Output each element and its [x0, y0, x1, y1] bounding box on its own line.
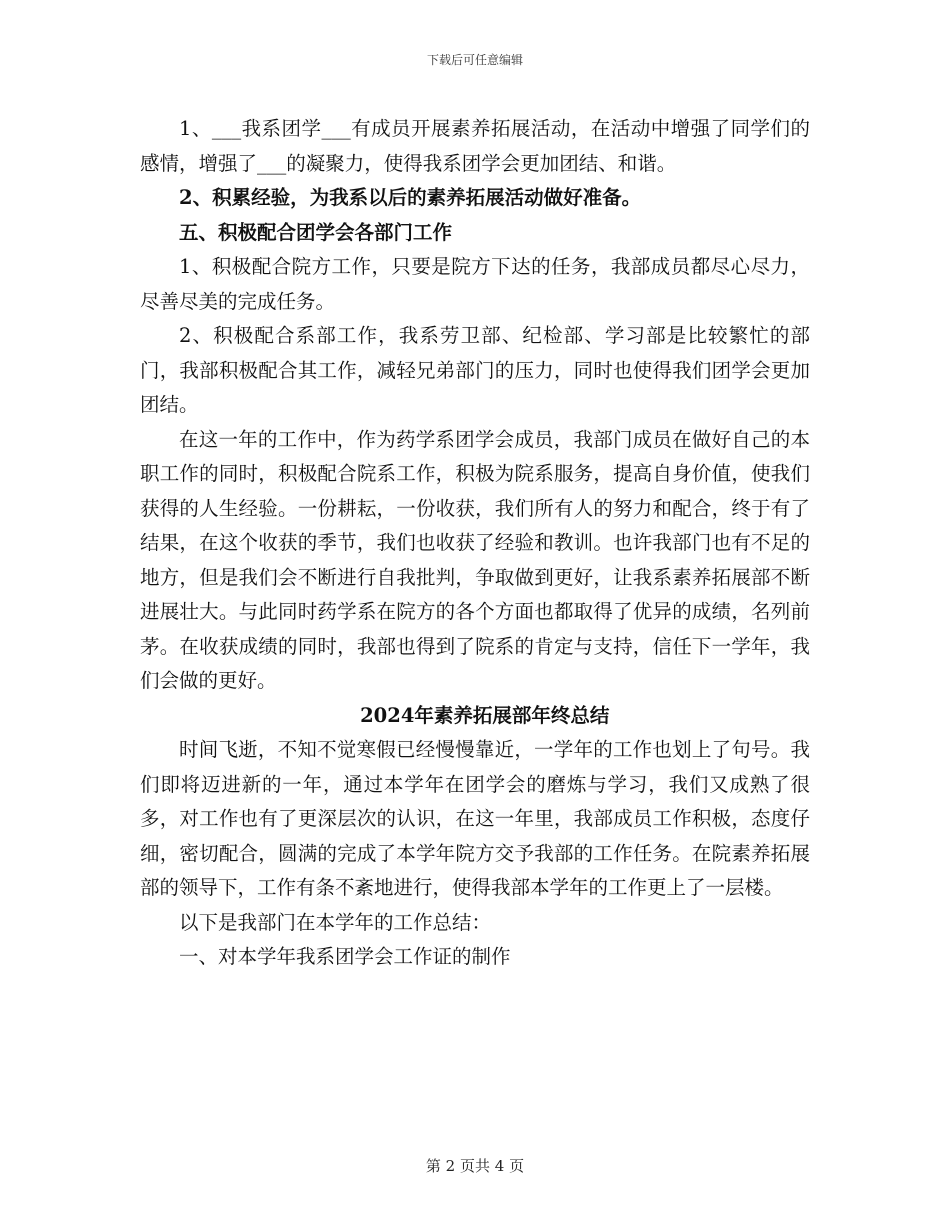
bold-paragraph: 2、积累经验，为我系以后的素养拓展活动做好准备。	[179, 186, 642, 209]
document-title: 2024年素养拓展部年终总结	[360, 703, 610, 727]
paragraph: 以下是我部门在本学年的工作总结：	[179, 910, 492, 934]
paragraph: 1、积极配合院方工作，只要是院方下达的任务，我部成员都尽心尽力，尽善尽美的完成任务。	[140, 255, 810, 313]
section-heading: 五、积极配合团学会各部门工作	[179, 220, 453, 244]
document-body	[140, 112, 810, 975]
paragraph: 1、___我系团学___有成员开展素养拓展活动，在活动中增强了同学们的感情，增强了___的凝聚力，使得我系团学会更加团结、和谐。	[140, 117, 810, 175]
page-footer: 第 2 页共 4 页	[425, 1157, 525, 1175]
paragraph: 在这一年的工作中，作为药学系团学会成员，我部门成员在做好自己的本职工作的同时，积极配合院系工作，积极为院系服务，提高自身价值，使我们获得的人生经验。一份耕耘，一份收获，我们所有人的努力和配合，终于有了结果，在这个收获的季节，我们也收获了经验和教训。也许我部门也有不足的地方，但是我们会不断进行自我批判，争取做到更好，让我系素养拓展部不断进展壮大。与此同时药学系在院方的各个方面也都取得了优异的成绩，名列前茅。在收获成绩的同时，我部也得到了院系的肯定与支持，信任下一学年，我们会做的更好。	[140, 427, 810, 692]
page-header: 下载后可任意编辑	[426, 53, 523, 67]
paragraph: 时间飞逝，不知不觉寒假已经慢慢靠近，一学年的工作也划上了句号。我们即将迈进新的一年，通过本学年在团学会的磨炼与学习，我们又成熟了很多，对工作也有了更深层次的认识，在这一年里，我部成员工作积极，态度仔细，密切配合，圆满的完成了本学年院方交予我部的工作任务。在院素养拓展部的领导下，工作有条不紊地进行，使得我部本学年的工作更上了一层楼。	[140, 738, 810, 899]
paragraph: 2、积极配合系部工作，我系劳卫部、纪检部、学习部是比较繁忙的部门，我部积极配合其工作，减轻兄弟部门的压力，同时也使得我们团学会更加团结。	[140, 324, 810, 416]
paragraph: 一、对本学年我系团学会工作证的制作	[179, 945, 511, 968]
